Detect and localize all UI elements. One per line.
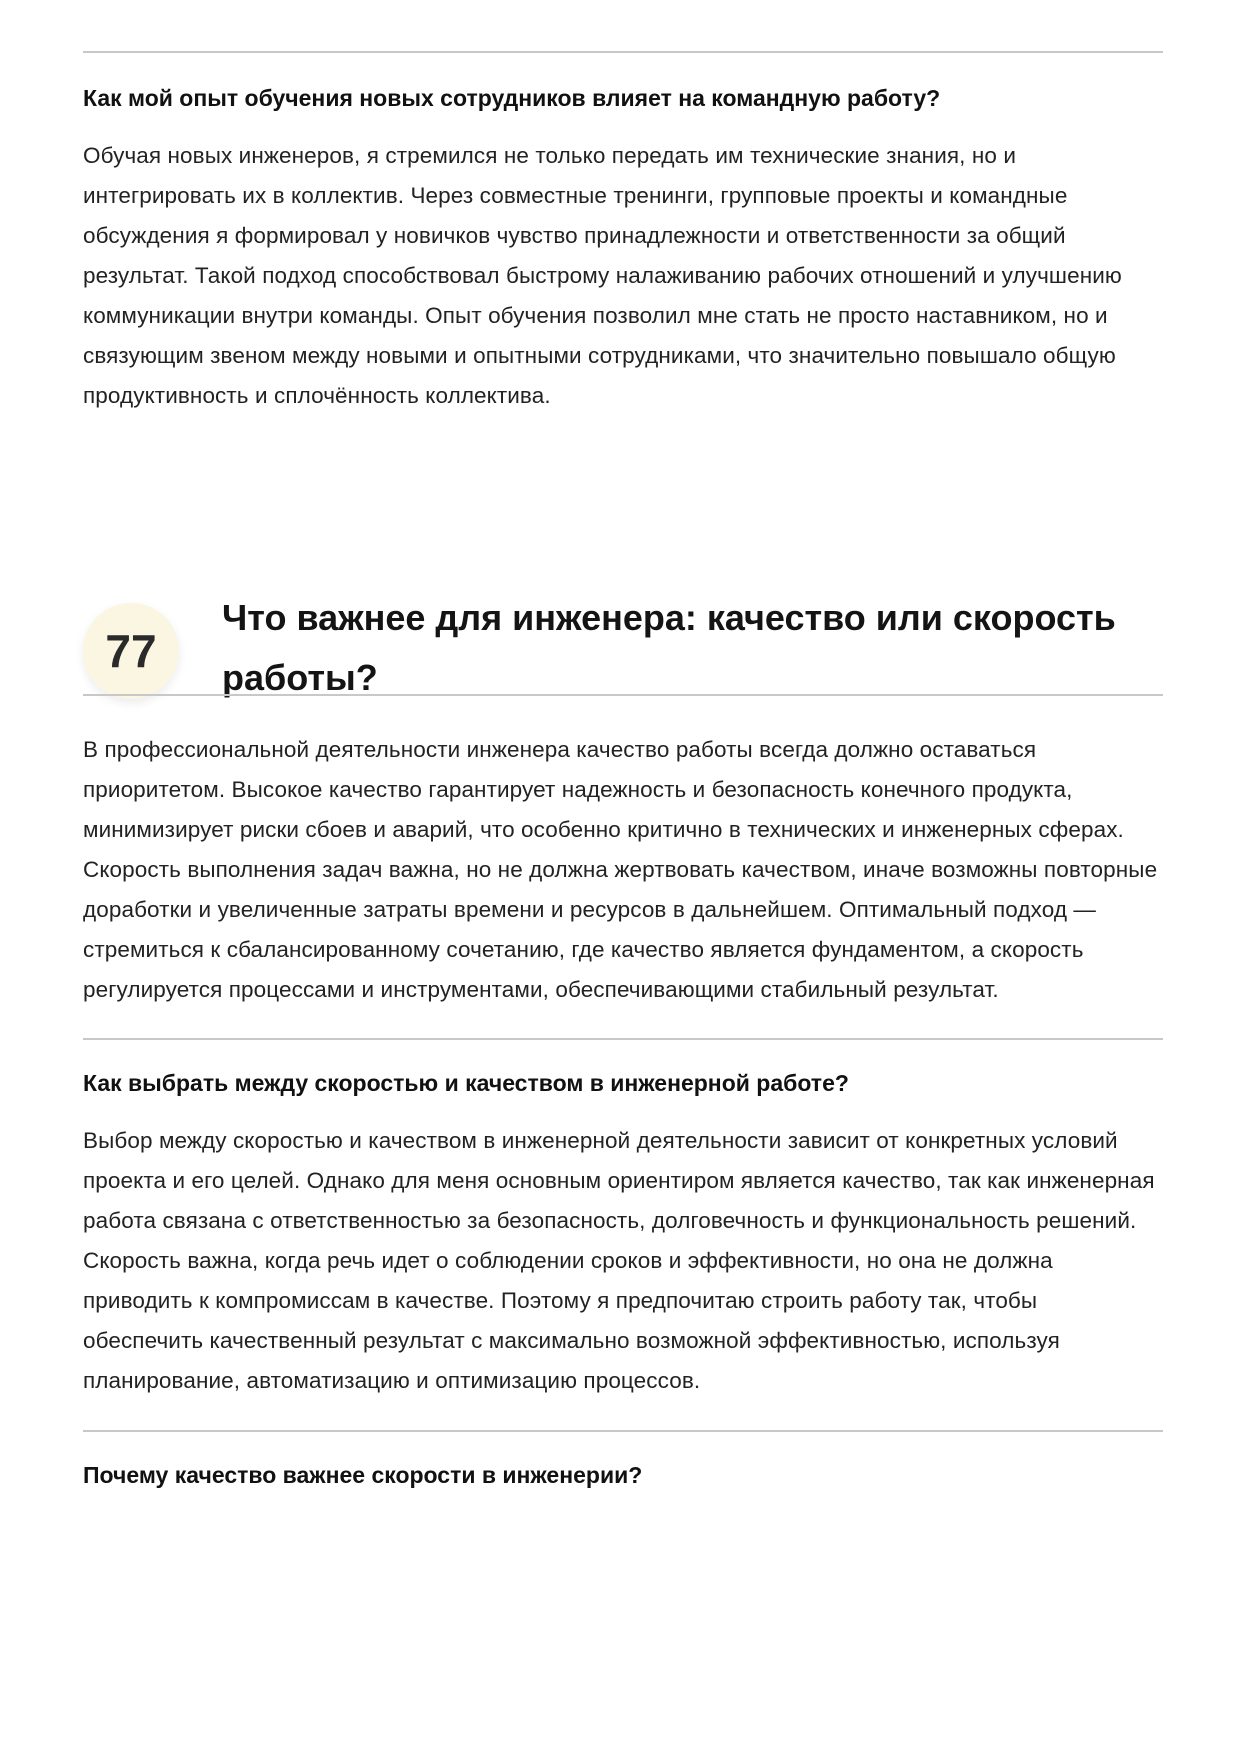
question-heading-why-quality: Почему качество важнее скорости в инженерии? — [83, 1462, 643, 1488]
section-number-badge: 77 — [83, 603, 179, 699]
divider-q2 — [83, 1430, 1163, 1432]
answer-speed-vs-quality: Выбор между скоростью и качеством в инженерной деятельности зависит от конкретных условий проекта и его целей. Однако для меня основным ориентиром является качество, так как инженерная работа связана с ответственностью за безопасность, долговечность и функциональность решений. Скорость важна, когда речь идет о соблюдении сроков и эффективности, но она не должна приводить к компромиссам в качестве. Поэтому я предпочитаю строить работу так, чтобы обеспечить качественный результат с максимально возможной эффективностью, используя планирование, автоматизацию и оптимизацию процессов. — [83, 1128, 1155, 1393]
answer-training-teamwork: Обучая новых инженеров, я стремился не только передать им технические знания, но и интегрировать их в коллектив. Через совместные тренинги, групповые проекты и командные обсуждения я формировал у новичков чувство принадлежности и ответственности за общий результат. Такой подход способствовал быстрому налаживанию рабочих отношений и улучшению коммуникации внутри команды. Опыт обучения позволил мне стать не просто наставником, но и связующим звеном между новыми и опытными сотрудниками, что значительно повышало общую продуктивность и сплочённость коллектива. — [83, 143, 1122, 408]
divider-q1 — [83, 1038, 1163, 1040]
section-intro-paragraph: В профессиональной деятельности инженера качество работы всегда должно оставаться приоритетом. Высокое качество гарантирует надежность и безопасность конечного продукта, минимизирует риски сбоев и аварий, что особенно критично в технических и инженерных сферах. Скорость выполнения задач важна, но не должна жертвовать качеством, иначе возможны повторные доработки и увеличенные затраты времени и ресурсов в дальнейшем. Оптимальный подход — стремиться к сбалансированному сочетанию, где качество является фундаментом, а скорость регулируется процессами и инструментами, обеспечивающими стабильный результат. — [83, 737, 1158, 1002]
question-heading-training-teamwork: Как мой опыт обучения новых сотрудников влияет на командную работу? — [83, 85, 941, 111]
divider-top — [83, 51, 1163, 53]
question-heading-speed-vs-quality: Как выбрать между скоростью и качеством в инженерной работе? — [83, 1070, 849, 1096]
section-title: Что важнее для инженера: качество или скорость работы? — [222, 597, 1116, 698]
divider-section-title — [83, 694, 1163, 696]
